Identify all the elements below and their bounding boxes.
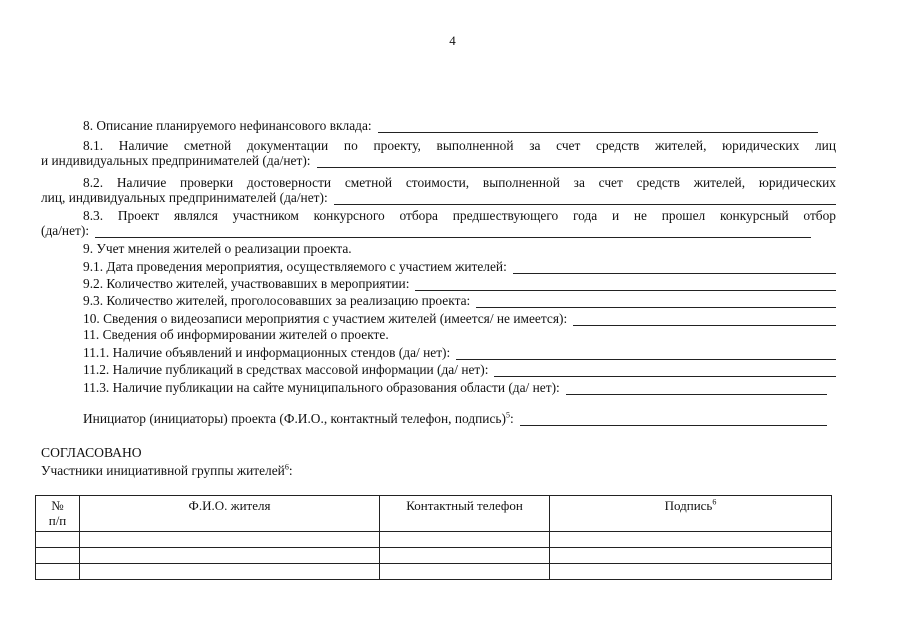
signers-table [35, 495, 832, 580]
approval-heading: СОГЛАСОВАНО [41, 445, 142, 460]
cell-phone[interactable] [380, 532, 550, 548]
item-11-3-answer-line[interactable] [566, 383, 827, 395]
table-row [36, 532, 832, 548]
item-8-label: 8. Описание планируемого нефинансового вклада: [83, 118, 372, 133]
item-11-2-answer-line[interactable] [494, 365, 836, 377]
item-11-3-label: 11.3. Наличие публикации на сайте муниципального образования области (да/ нет): [83, 380, 560, 395]
item-11-2-label: 11.2. Наличие публикаций в средствах массовой информации (да/ нет): [83, 362, 489, 377]
item-11-2 [41, 362, 836, 377]
cell-signature[interactable] [550, 548, 832, 564]
item-8-1-answer-line[interactable] [317, 156, 837, 168]
cell-name[interactable] [80, 548, 380, 564]
cell-num[interactable] [36, 532, 80, 548]
item-11: 11. Сведения об информировании жителей о проекте. [83, 327, 389, 342]
initiator-answer-line[interactable] [520, 414, 827, 426]
item-9: 9. Учет мнения жителей о реализации проекта. [83, 241, 352, 256]
item-11-3 [41, 380, 827, 395]
item-9-3 [41, 293, 836, 308]
item-8-1 [41, 153, 836, 168]
item-9-3-answer-line[interactable] [476, 296, 836, 308]
item-9-1-label: 9.1. Дата проведения мероприятия, осуществляемого с участием жителей: [83, 259, 507, 274]
initiator [41, 411, 827, 426]
item-8-1-label: и индивидуальных предпринимателей (да/нет): [41, 153, 311, 168]
item-9-2-label: 9.2. Количество жителей, участвовавших в мероприятии: [83, 276, 410, 291]
item-10 [41, 311, 836, 326]
item-11-1-label: 11.1. Наличие объявлений и информационных стендов (да/ нет): [83, 345, 451, 360]
page-number: 4 [449, 33, 456, 48]
cell-phone[interactable] [380, 564, 550, 580]
item-8-3-label: (да/нет): [41, 223, 90, 238]
item-11-1 [41, 345, 836, 360]
cell-name[interactable] [80, 564, 380, 580]
cell-signature[interactable] [550, 564, 832, 580]
header-phone: Контактный телефон [380, 496, 550, 532]
item-8-2 [41, 190, 836, 205]
table-row [36, 548, 832, 564]
item-8-3-answer-line[interactable] [95, 226, 811, 238]
table-row [36, 564, 832, 580]
item-9-2-answer-line[interactable] [415, 279, 836, 291]
table-header-row [36, 496, 832, 532]
item-9-3-label: 9.3. Количество жителей, проголосовавших за реализацию проекта: [83, 293, 471, 308]
item-10-answer-line[interactable] [573, 314, 836, 326]
item-8-2-text: 8.2. Наличие проверки достоверности сметной стоимости, выполненной за счет средств жителей, юридических [83, 175, 836, 190]
item-8-2-label: лиц, индивидуальных предпринимателей (да/нет): [41, 190, 328, 205]
item-8-answer-line[interactable] [378, 121, 818, 133]
header-name: Ф.И.О. жителя [80, 496, 380, 532]
cell-num[interactable] [36, 548, 80, 564]
item-9-1-answer-line[interactable] [513, 262, 836, 274]
item-9-1 [41, 259, 836, 274]
cell-name[interactable] [80, 532, 380, 548]
item-8-3 [41, 223, 836, 238]
item-8-1-text: 8.1. Наличие сметной документации по проекту, выполненной за счет средств жителей, юридических лиц [83, 138, 836, 153]
footnote-ref-6: 6 [284, 462, 289, 472]
cell-signature[interactable] [550, 532, 832, 548]
cell-phone[interactable] [380, 548, 550, 564]
initiator-label: Инициатор (инициаторы) проекта (Ф.И.О., контактный телефон, подпись)$^5$: [83, 410, 514, 426]
footnote-ref-5: 5 [505, 410, 510, 420]
item-9-2 [41, 276, 836, 291]
header-num: № п/п [36, 496, 80, 532]
item-11-1-answer-line[interactable] [456, 348, 836, 360]
approval-subheading: Участники инициативной группы жителей$^6$: [41, 462, 293, 478]
item-8 [41, 118, 818, 133]
item-8-3-text: 8.3. Проект являлся участником конкурсного отбора предшествующего года и не прошел конкурсный отбор [83, 208, 836, 223]
item-10-label: 10. Сведения о видеозаписи мероприятия с участием жителей (имеется/ не имеется): [83, 311, 568, 326]
item-8-2-answer-line[interactable] [334, 193, 836, 205]
cell-num[interactable] [36, 564, 80, 580]
header-signature: Подпись$^6$ [550, 496, 832, 532]
